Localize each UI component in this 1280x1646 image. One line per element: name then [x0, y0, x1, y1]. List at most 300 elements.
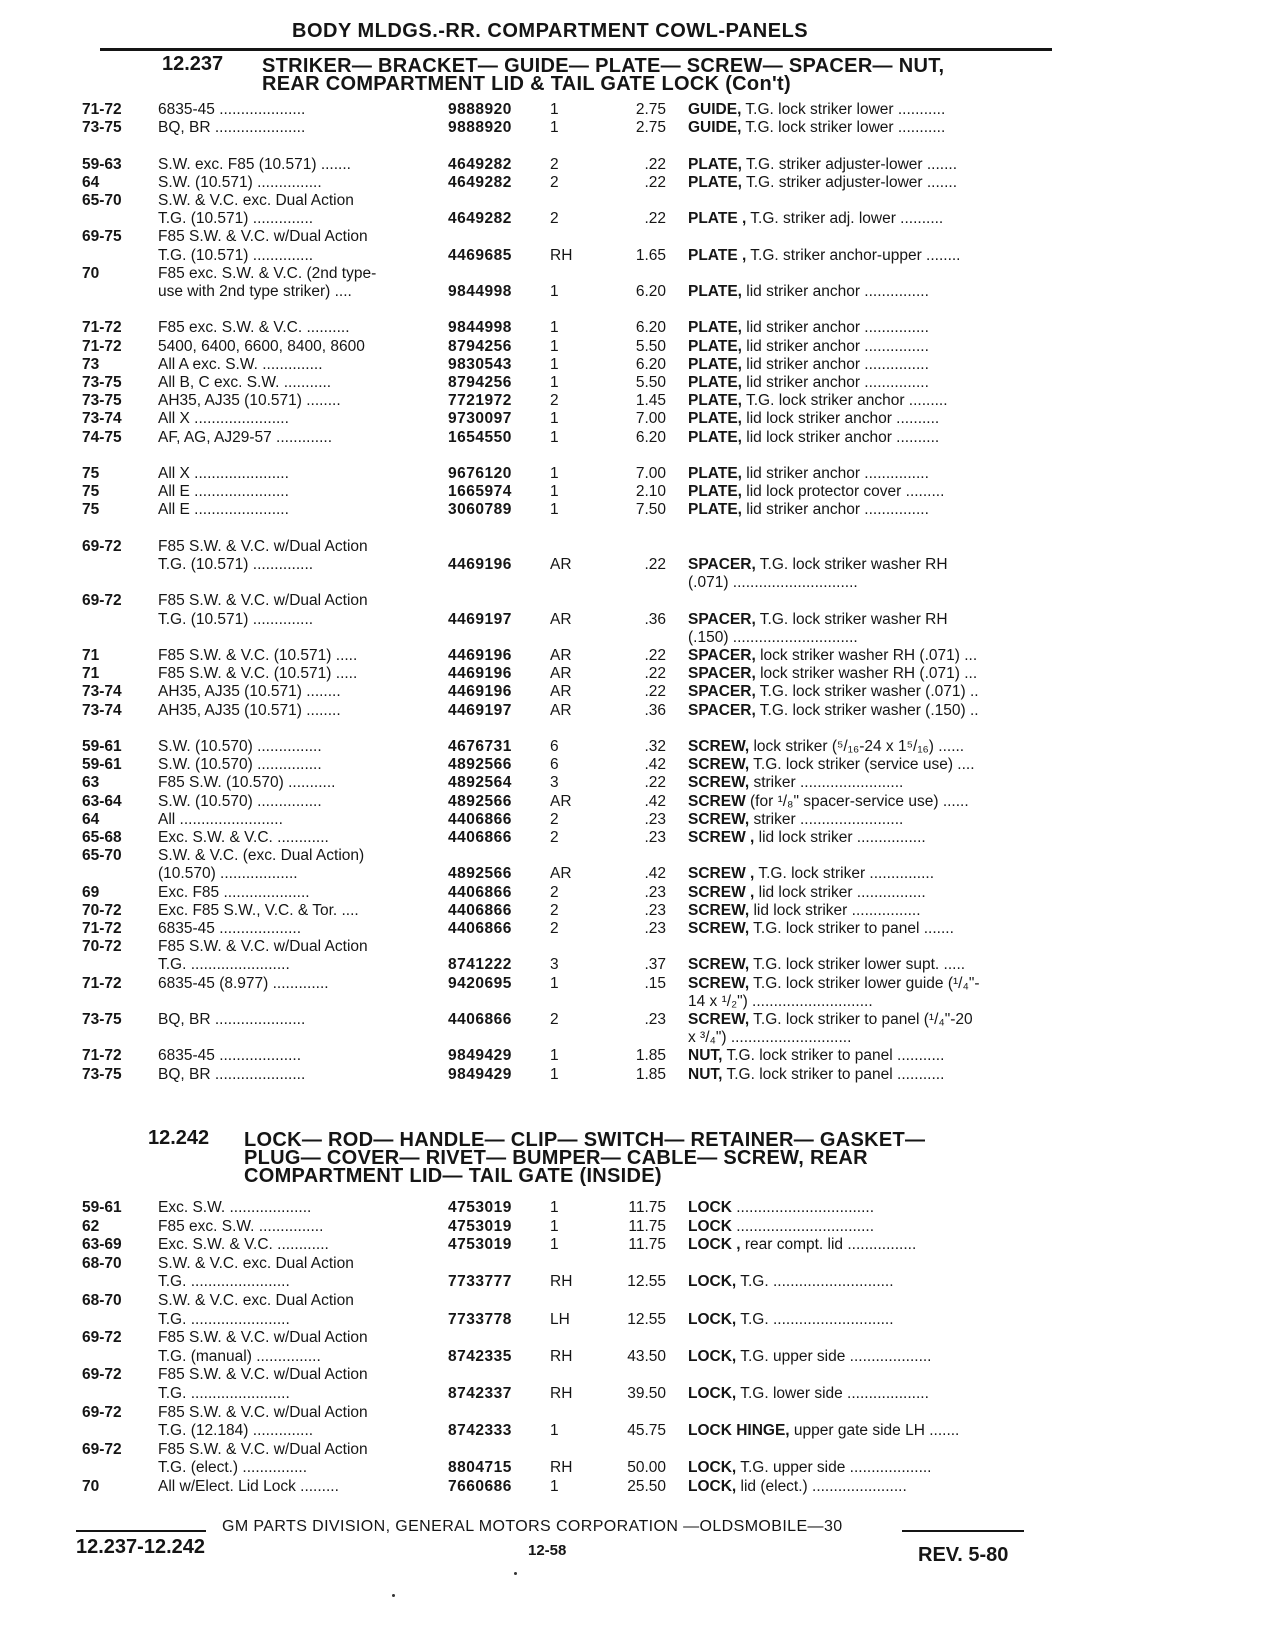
- quantity: 2: [550, 392, 559, 410]
- part-number: 4753019: [448, 1236, 512, 1254]
- model-application: BQ, BR .....................: [158, 119, 306, 137]
- table-row: [0, 100, 1280, 119]
- part-description: [688, 737, 1048, 756]
- part-detail: lid striker anchor ...............: [741, 501, 929, 519]
- list-price: .22: [644, 556, 666, 573]
- part-detail: T.G. lock striker lower supt. .....: [749, 956, 966, 974]
- quantity: 2: [550, 155, 559, 173]
- part-keyword: GUIDE,: [688, 101, 742, 118]
- part-description: [688, 464, 1048, 483]
- quantity: 1: [550, 410, 559, 428]
- model-year: 69-72: [82, 1403, 122, 1421]
- part-keyword: SCREW,: [688, 1011, 750, 1028]
- part-keyword: SPACER,: [688, 647, 756, 664]
- list-price: .23: [644, 901, 666, 919]
- model-application: F85 S.W. & V.C. w/Dual Action: [158, 228, 368, 246]
- part-detail: T.G. upper side ...................: [736, 1459, 932, 1477]
- model-application: T.G. (10.571) ..............: [158, 556, 314, 573]
- part-number: 1665974: [448, 483, 512, 501]
- quantity: 1: [550, 465, 559, 482]
- part-detail: ................................: [731, 1217, 875, 1235]
- part-description: [688, 901, 1048, 920]
- part-keyword: LOCK ,: [688, 1236, 741, 1254]
- quantity: AR: [550, 792, 572, 810]
- part-keyword: SCREW,: [688, 756, 750, 774]
- list-price: 6.20: [635, 428, 666, 446]
- part-detail: T.G. striker adjuster-lower .......: [741, 173, 958, 191]
- part-description: [688, 1046, 1048, 1065]
- list-price: .22: [644, 155, 666, 173]
- section-heading-line: REAR COMPARTMENT LID & TAIL GATE LOCK (Con't): [262, 73, 791, 95]
- model-year: 59-61: [82, 1199, 122, 1216]
- part-description: [688, 1235, 1048, 1254]
- part-detail: T.G. striker anchor-upper ........: [746, 246, 961, 264]
- part-number: 4469196: [448, 556, 512, 573]
- model-application: T.G. .......................: [158, 1310, 290, 1328]
- quantity: 1: [550, 1047, 559, 1065]
- model-year: 69-72: [82, 592, 122, 610]
- model-year: 69-72: [82, 537, 122, 555]
- part-description: [688, 755, 1048, 774]
- part-detail: lock striker washer RH (.071) ...: [755, 665, 978, 683]
- part-detail: T.G. lock striker to panel .......: [749, 920, 954, 937]
- part-detail: lid striker anchor ...............: [741, 319, 929, 337]
- part-keyword: SPACER,: [688, 556, 756, 573]
- part-description: [688, 391, 1048, 410]
- list-price: 11.75: [628, 1199, 666, 1216]
- quantity: 3: [550, 956, 559, 974]
- table-row: [0, 1217, 1280, 1236]
- table-row: [0, 919, 1280, 938]
- quantity: 2: [550, 920, 559, 937]
- model-year: 65-70: [82, 192, 122, 209]
- part-detail: (for ¹/₈" spacer-service use) ......: [745, 792, 969, 810]
- part-number: 4892564: [448, 774, 512, 792]
- model-application: F85 S.W. & V.C. w/Dual Action: [158, 1329, 368, 1347]
- model-year: 75: [82, 465, 100, 482]
- part-number: 4406866: [448, 810, 512, 828]
- table-row: [0, 373, 1280, 392]
- page-title: BODY MLDGS.-RR. COMPARTMENT COWL-PANELS: [292, 20, 809, 42]
- list-price: .42: [644, 865, 666, 883]
- part-detail: T.G. upper side ...................: [736, 1347, 932, 1365]
- part-detail: T.G. lock striker ...............: [754, 865, 935, 883]
- list-price: 50.00: [627, 1459, 666, 1477]
- model-application: All X ......................: [158, 410, 289, 428]
- model-application: F85 S.W. & V.C. w/Dual Action: [158, 1403, 368, 1421]
- model-year: 69-72: [82, 1366, 122, 1384]
- part-number: 4469196: [448, 665, 512, 683]
- quantity: 2: [550, 1011, 559, 1028]
- part-keyword: SCREW,: [688, 810, 750, 828]
- table-row: [0, 1403, 1280, 1422]
- section-heading-line: LOCK— ROD— HANDLE— CLIP— SWITCH— RETAINER— GASKET—: [244, 1129, 926, 1151]
- table-row: [0, 191, 1280, 210]
- part-number: 7660686: [448, 1478, 512, 1495]
- model-application: 6835-45 ...................: [158, 920, 302, 937]
- table-row: [0, 428, 1280, 447]
- part-description: [688, 701, 1048, 720]
- model-application: S.W. & V.C. exc. Dual Action: [158, 1254, 354, 1272]
- table-row: [0, 828, 1280, 847]
- table-row: [0, 1421, 1280, 1440]
- model-year: 63: [82, 774, 100, 792]
- list-price: .22: [644, 173, 666, 191]
- model-year: 73: [82, 355, 100, 373]
- part-description: [688, 573, 1048, 592]
- part-number: 4649282: [448, 155, 512, 173]
- model-application: All w/Elect. Lid Lock .........: [158, 1478, 339, 1495]
- part-number: 4649282: [448, 210, 512, 228]
- part-keyword: PLATE,: [688, 483, 742, 501]
- part-number: 9730097: [448, 410, 512, 428]
- part-number: 3060789: [448, 501, 512, 519]
- part-detail: (.071) .............................: [688, 574, 858, 592]
- part-detail: lid striker anchor ...............: [741, 465, 929, 482]
- part-detail: T.G. lock striker to panel ...........: [722, 1065, 945, 1083]
- part-number: 4406866: [448, 883, 512, 901]
- quantity: 1: [550, 355, 559, 373]
- part-keyword: PLATE,: [688, 465, 742, 482]
- model-application: T.G. (10.571) ..............: [158, 610, 314, 628]
- part-description: [688, 682, 1048, 701]
- model-year: 70: [82, 1478, 100, 1495]
- list-price: .23: [644, 810, 666, 828]
- table-row: [0, 1365, 1280, 1384]
- part-detail: T.G. lock striker (service use) ....: [749, 756, 975, 774]
- part-description: [688, 428, 1048, 447]
- list-price: .32: [644, 738, 666, 755]
- part-keyword: SCREW ,: [688, 865, 755, 883]
- quantity: 2: [550, 173, 559, 191]
- model-application: AF, AG, AJ29-57 .............: [158, 428, 333, 446]
- part-detail: T.G. lock striker washer (.150) ..: [755, 701, 979, 719]
- table-row: [0, 282, 1280, 301]
- table-row: [0, 1028, 1280, 1047]
- list-price: 2.75: [635, 101, 666, 118]
- model-application: F85 S.W. (10.570) ...........: [158, 774, 336, 792]
- quantity: 1: [550, 1422, 559, 1440]
- table-row: [0, 591, 1280, 610]
- table-row: [0, 864, 1280, 883]
- part-keyword: LOCK HINGE,: [688, 1422, 790, 1440]
- list-price: 12.55: [627, 1273, 666, 1291]
- table-row: [0, 1384, 1280, 1403]
- model-year: 74-75: [82, 428, 122, 446]
- part-number: 4406866: [448, 901, 512, 919]
- part-detail: lid (elect.) ......................: [736, 1478, 907, 1495]
- list-price: 5.50: [635, 374, 666, 391]
- list-price: .23: [644, 829, 666, 846]
- model-year: 70-72: [82, 901, 122, 919]
- model-application: AH35, AJ35 (10.571) ........: [158, 701, 341, 719]
- part-number: 7733778: [448, 1310, 512, 1328]
- model-application: F85 exc. S.W. & V.C. ..........: [158, 319, 350, 337]
- part-detail: T.G. lock striker lower ...........: [741, 119, 946, 137]
- part-detail: lid striker anchor ...............: [741, 283, 929, 300]
- part-detail: lid lock striker ................: [754, 883, 926, 901]
- part-number: 9830543: [448, 355, 512, 373]
- model-year: 68-70: [82, 1254, 122, 1272]
- part-keyword: PLATE ,: [688, 210, 747, 228]
- quantity: AR: [550, 610, 572, 628]
- table-row: [0, 227, 1280, 246]
- part-number: 4469685: [448, 246, 512, 264]
- table-row: [0, 1328, 1280, 1347]
- list-price: 6.20: [635, 283, 666, 300]
- list-price: 6.20: [635, 355, 666, 373]
- model-year: 73-74: [82, 683, 122, 701]
- quantity: 1: [550, 101, 559, 118]
- model-application: 6835-45 ....................: [158, 101, 306, 118]
- part-description: [688, 500, 1048, 519]
- part-number: 9888920: [448, 101, 512, 118]
- part-description: [688, 664, 1048, 683]
- part-keyword: SPACER,: [688, 665, 756, 683]
- model-year: 71: [82, 665, 100, 683]
- quantity: 1: [550, 319, 559, 337]
- table-row: [0, 555, 1280, 574]
- part-description: [688, 155, 1048, 174]
- table-row: [0, 610, 1280, 629]
- table-row: [0, 682, 1280, 701]
- model-year: 65-68: [82, 829, 122, 846]
- model-year: 71-72: [82, 337, 122, 355]
- model-application: F85 S.W. & V.C. w/Dual Action: [158, 1366, 368, 1384]
- table-row: [0, 246, 1280, 265]
- table-row: [0, 646, 1280, 665]
- part-number: 4892566: [448, 792, 512, 810]
- quantity: 1: [550, 337, 559, 355]
- part-number: 9888920: [448, 119, 512, 137]
- part-keyword: LOCK,: [688, 1478, 737, 1495]
- model-year: 69-72: [82, 1440, 122, 1458]
- list-price: .36: [644, 610, 666, 628]
- model-application: F85 exc. S.W. ...............: [158, 1217, 324, 1235]
- quantity: AR: [550, 683, 572, 701]
- model-year: 65-70: [82, 847, 122, 865]
- quantity: 1: [550, 1217, 559, 1235]
- table-row: [0, 773, 1280, 792]
- part-detail: lid striker anchor ...............: [741, 355, 929, 373]
- part-description: [688, 773, 1048, 792]
- quantity: RH: [550, 246, 573, 264]
- part-description: [688, 646, 1048, 665]
- part-description: [688, 209, 1048, 228]
- table-row: [0, 1010, 1280, 1029]
- header-rule: [100, 48, 1052, 51]
- table-row: [0, 464, 1280, 483]
- footer-publisher: GM PARTS DIVISION, GENERAL MOTORS CORPORATION —OLDSMOBILE—30: [222, 1518, 843, 1535]
- part-description: [688, 1065, 1048, 1084]
- list-price: .22: [644, 647, 666, 664]
- table-row: [0, 701, 1280, 720]
- part-keyword: GUIDE,: [688, 119, 742, 137]
- part-keyword: SCREW,: [688, 956, 750, 974]
- model-year: 75: [82, 501, 100, 519]
- part-number: 4469196: [448, 683, 512, 701]
- list-price: 2.75: [635, 119, 666, 137]
- scan-speck: [392, 1594, 395, 1597]
- part-number: 4676731: [448, 738, 512, 755]
- table-row: [0, 155, 1280, 174]
- table-row: [0, 573, 1280, 592]
- quantity: 1: [550, 974, 559, 992]
- quantity: 1: [550, 501, 559, 519]
- part-keyword: SCREW,: [688, 738, 750, 755]
- quantity: 1: [550, 428, 559, 446]
- model-application: T.G. (elect.) ...............: [158, 1459, 307, 1477]
- quantity: 6: [550, 756, 559, 774]
- model-year: 73-74: [82, 701, 122, 719]
- list-price: 12.55: [627, 1310, 666, 1328]
- part-keyword: NUT,: [688, 1065, 723, 1083]
- part-detail: T.G. striker adjuster-lower .......: [741, 155, 958, 173]
- part-keyword: LOCK,: [688, 1347, 737, 1365]
- model-application: All A exc. S.W. ..............: [158, 355, 323, 373]
- list-price: 5.50: [635, 337, 666, 355]
- list-price: 7.00: [635, 410, 666, 428]
- list-price: .22: [644, 683, 666, 701]
- table-row: [0, 1272, 1280, 1291]
- model-application: Exc. S.W. & V.C. ............: [158, 1236, 329, 1254]
- part-description: [688, 100, 1048, 119]
- model-year: 71-72: [82, 319, 122, 337]
- table-row: [0, 955, 1280, 974]
- part-keyword: PLATE,: [688, 155, 742, 173]
- model-year: 68-70: [82, 1292, 122, 1309]
- model-year: 64: [82, 173, 100, 191]
- list-price: 1.45: [635, 392, 666, 410]
- model-year: 73-75: [82, 1011, 122, 1028]
- model-application: T.G. .......................: [158, 1385, 290, 1402]
- part-keyword: PLATE,: [688, 355, 742, 373]
- list-price: .37: [644, 956, 666, 974]
- list-price: .15: [644, 974, 666, 992]
- part-keyword: SCREW,: [688, 774, 750, 792]
- part-detail: T.G. striker adj. lower ..........: [746, 210, 944, 228]
- part-detail: lid lock striker anchor ..........: [741, 410, 940, 428]
- part-description: [688, 974, 1048, 993]
- list-price: 7.00: [635, 465, 666, 482]
- list-price: .22: [644, 210, 666, 228]
- quantity: 1: [550, 1478, 559, 1495]
- model-year: 62: [82, 1217, 100, 1235]
- list-price: 43.50: [627, 1347, 666, 1365]
- model-application: Exc. F85 ....................: [158, 883, 310, 901]
- model-year: 70-72: [82, 938, 122, 956]
- table-row: [0, 482, 1280, 501]
- table-row: [0, 209, 1280, 228]
- quantity: 2: [550, 829, 559, 846]
- part-number: 4469197: [448, 610, 512, 628]
- list-price: 1.85: [635, 1065, 666, 1083]
- part-number: 8804715: [448, 1459, 512, 1477]
- part-number: 4406866: [448, 829, 512, 846]
- quantity: 2: [550, 883, 559, 901]
- table-row: [0, 519, 1280, 538]
- model-application: T.G. (manual) ...............: [158, 1347, 321, 1365]
- quantity: AR: [550, 865, 572, 883]
- part-number: 9844998: [448, 283, 512, 300]
- quantity: LH: [550, 1310, 570, 1328]
- list-price: 39.50: [627, 1385, 666, 1402]
- table-row: [0, 664, 1280, 683]
- footer-rule: [902, 1530, 1024, 1532]
- part-description: [688, 373, 1048, 392]
- quantity: AR: [550, 647, 572, 664]
- quantity: 1: [550, 1065, 559, 1083]
- part-number: 9849429: [448, 1065, 512, 1083]
- part-detail: T.G. lock striker anchor .........: [741, 392, 948, 410]
- table-row: [0, 409, 1280, 428]
- table-row: [0, 1065, 1280, 1084]
- model-application: F85 S.W. & V.C. (10.571) .....: [158, 665, 358, 683]
- part-number: 4892566: [448, 756, 512, 774]
- part-keyword: LOCK,: [688, 1273, 737, 1291]
- part-description: [688, 610, 1048, 629]
- table-row: [0, 446, 1280, 465]
- model-application: S.W. (10.570) ...............: [158, 756, 322, 774]
- table-row: [0, 1046, 1280, 1065]
- model-year: 59-61: [82, 738, 122, 755]
- part-detail: T.G. ............................: [736, 1310, 894, 1328]
- model-application: F85 S.W. & V.C. w/Dual Action: [158, 938, 368, 956]
- list-price: 6.20: [635, 319, 666, 337]
- scan-speck: [514, 1572, 517, 1575]
- table-row: [0, 318, 1280, 337]
- model-year: 73-75: [82, 374, 122, 391]
- part-description: [688, 1310, 1048, 1329]
- part-number: 8794256: [448, 374, 512, 391]
- part-description: [688, 409, 1048, 428]
- model-application: S.W. (10.570) ...............: [158, 792, 322, 810]
- model-year: 75: [82, 483, 100, 501]
- list-price: 2.10: [635, 483, 666, 501]
- part-description: [688, 1347, 1048, 1366]
- part-number: 4406866: [448, 920, 512, 937]
- table-row: [0, 1477, 1280, 1496]
- section-heading-line: COMPARTMENT LID— TAIL GATE (INSIDE): [244, 1165, 662, 1187]
- part-keyword: PLATE,: [688, 374, 742, 391]
- part-detail: rear compt. lid ................: [740, 1236, 917, 1254]
- model-application: 6835-45 ...................: [158, 1047, 302, 1065]
- part-description: [688, 1028, 1048, 1047]
- model-application: S.W. & V.C. exc. Dual Action: [158, 192, 354, 209]
- table-row: [0, 136, 1280, 155]
- quantity: 2: [550, 901, 559, 919]
- table-row: [0, 1198, 1280, 1217]
- model-year: 59-61: [82, 756, 122, 774]
- model-application: T.G. (10.571) ..............: [158, 246, 314, 264]
- part-detail: T.G. lock striker lower guide (¹/₄"-: [749, 974, 980, 992]
- part-detail: lid striker anchor ...............: [741, 374, 929, 391]
- model-application: F85 S.W. & V.C. w/Dual Action: [158, 1440, 368, 1458]
- part-keyword: SCREW,: [688, 901, 750, 919]
- model-application: S.W. (10.571) ...............: [158, 173, 322, 191]
- part-detail: lock striker washer RH (.071) ...: [755, 647, 978, 664]
- part-keyword: SPACER,: [688, 610, 756, 628]
- table-row: [0, 755, 1280, 774]
- part-keyword: SPACER,: [688, 683, 756, 701]
- part-description: [688, 955, 1048, 974]
- model-application: T.G. .......................: [158, 956, 290, 974]
- part-detail: T.G. lock striker to panel ...........: [722, 1047, 945, 1065]
- table-row: [0, 792, 1280, 811]
- model-application: T.G. (10.571) ..............: [158, 210, 314, 228]
- part-description: [688, 919, 1048, 938]
- list-price: .23: [644, 883, 666, 901]
